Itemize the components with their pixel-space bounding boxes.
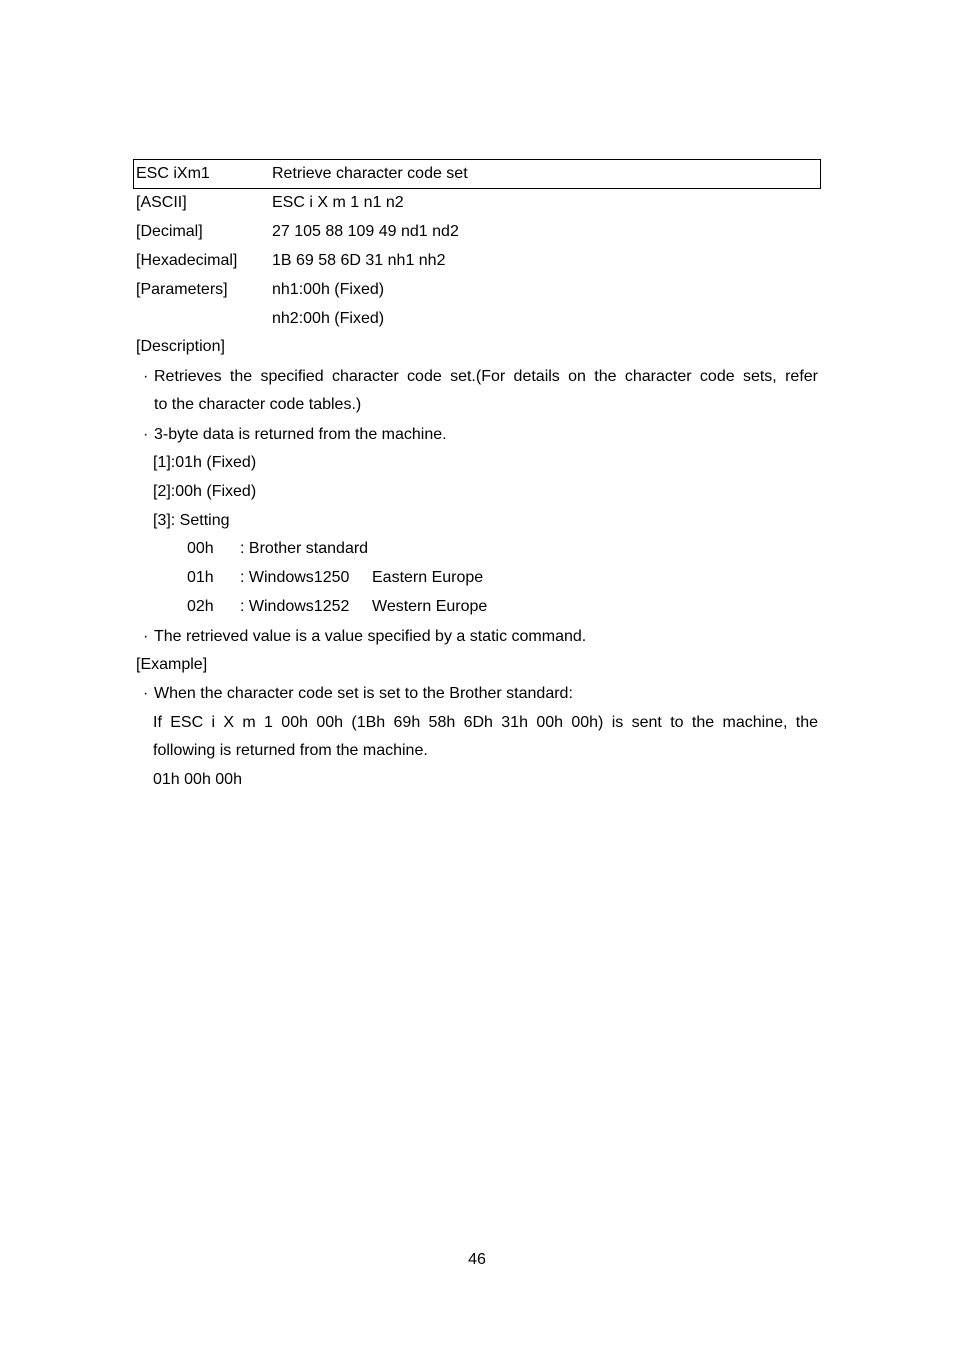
bullet-dot: · <box>143 368 149 385</box>
decimal-label: [Decimal] <box>136 223 203 240</box>
byte-2: [2]:00h (Fixed) <box>153 483 257 500</box>
command-name: ESC iXm1 <box>136 165 210 182</box>
byte-3: [3]: Setting <box>153 512 230 529</box>
bullet-dot: · <box>143 426 149 443</box>
parameter-nh1: nh1:00h (Fixed) <box>272 281 385 298</box>
description-bullet-1-line-1: Retrieves the specified character code set.(For details on the character code sets, refer <box>154 368 818 385</box>
bullet-dot: · <box>143 685 149 702</box>
setting-region-01h: Eastern Europe <box>372 569 484 586</box>
parameters-label: [Parameters] <box>136 281 228 298</box>
bullet-dot: · <box>143 628 149 645</box>
description-bullet-2: 3-byte data is returned from the machine. <box>154 426 447 443</box>
ascii-value: ESC i X m 1 n1 n2 <box>272 194 404 211</box>
setting-name-01h: : Windows1250 <box>240 569 350 586</box>
decimal-value: 27 105 88 109 49 nd1 nd2 <box>272 223 459 240</box>
example-result: 01h 00h 00h <box>153 771 242 788</box>
description-bullet-3: The retrieved value is a value specified by a static command. <box>154 628 587 645</box>
ascii-label: [ASCII] <box>136 194 187 211</box>
command-title: Retrieve character code set <box>272 165 468 182</box>
example-line-1: If ESC i X m 1 00h 00h (1Bh 69h 58h 6Dh 31h 00h 00h) is sent to the machine, the <box>153 714 818 731</box>
byte-1: [1]:01h (Fixed) <box>153 454 257 471</box>
setting-code-00h: 00h <box>187 540 214 557</box>
hexadecimal-label: [Hexadecimal] <box>136 252 238 269</box>
setting-code-01h: 01h <box>187 569 214 586</box>
hexadecimal-value: 1B 69 58 6D 31 nh1 nh2 <box>272 252 446 269</box>
description-bullet-1-line-2: to the character code tables.) <box>154 396 362 413</box>
parameter-nh2: nh2:00h (Fixed) <box>272 310 385 327</box>
example-label: [Example] <box>136 656 208 673</box>
example-line-2: following is returned from the machine. <box>153 742 428 759</box>
setting-code-02h: 02h <box>187 598 214 615</box>
page-number: 46 <box>468 1251 486 1268</box>
setting-name-02h: : Windows1252 <box>240 598 350 615</box>
description-label: [Description] <box>136 338 225 355</box>
command-header-box <box>133 159 821 189</box>
setting-name-00h: : Brother standard <box>240 540 369 557</box>
setting-region-02h: Western Europe <box>372 598 488 615</box>
example-bullet: When the character code set is set to the Brother standard: <box>154 685 573 702</box>
